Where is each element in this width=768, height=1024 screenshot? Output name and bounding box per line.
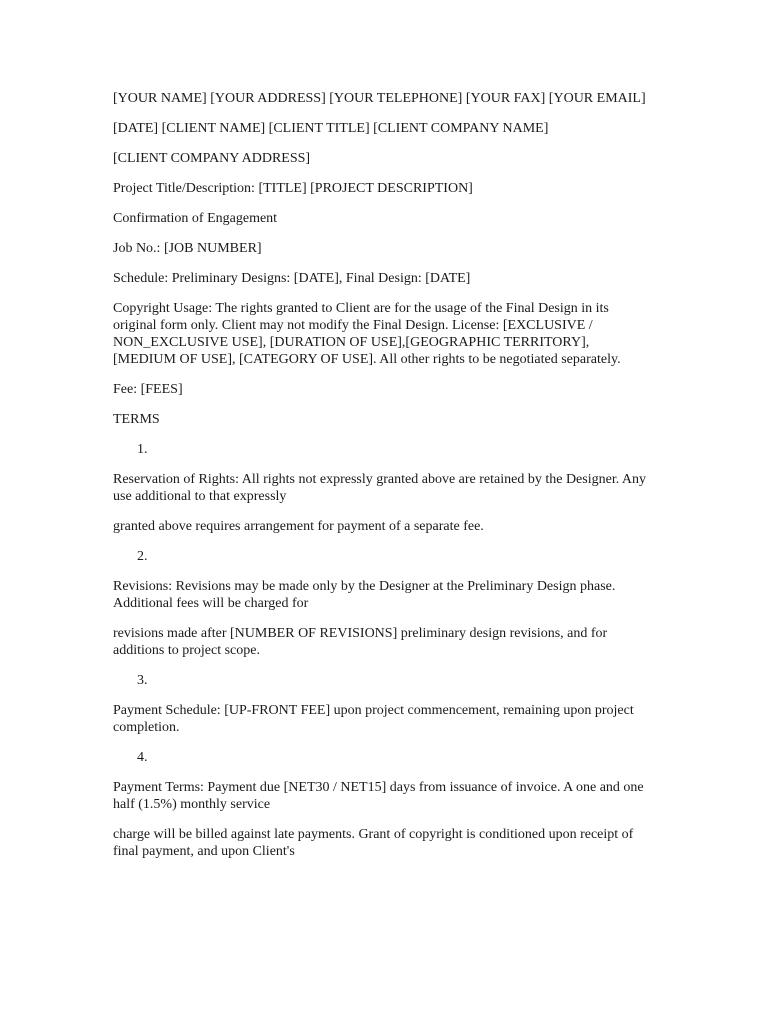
- term-number: 2.: [137, 549, 148, 564]
- term-number: 3.: [137, 673, 148, 688]
- term-text: Revisions: Revisions may be made only by the Designer at the Preliminary Design phase. Additional fees will be charged for: [113, 579, 616, 611]
- term-text: Payment Terms: Payment due [NET30 / NET15] days from issuance of invoice. A one and one half (1.5%) monthly service: [113, 780, 644, 812]
- term-text-continued: revisions made after [NUMBER OF REVISIONS] preliminary design revisions, and for additions to project scope.: [113, 626, 608, 658]
- terms-heading: TERMS: [113, 412, 160, 427]
- term-text-continued: charge will be billed against late payments. Grant of copyright is conditioned upon receipt of final payment, and upon Client's: [113, 827, 634, 859]
- fee: Fee: [FEES]: [113, 382, 183, 397]
- term-number: 4.: [137, 750, 148, 765]
- term-number: 1.: [137, 442, 148, 457]
- term-text: Reservation of Rights: All rights not expressly granted above are retained by the Designer. Any use additional to that expressly: [113, 472, 647, 504]
- schedule: Schedule: Preliminary Designs: [DATE], Final Design: [DATE]: [113, 271, 471, 286]
- client-info: [DATE] [CLIENT NAME] [CLIENT TITLE] [CLIENT COMPANY NAME]: [113, 121, 549, 136]
- term-text: Payment Schedule: [UP-FRONT FEE] upon project commencement, remaining upon project completion.: [113, 703, 634, 735]
- project-title: Project Title/Description: [TITLE] [PROJECT DESCRIPTION]: [113, 181, 473, 196]
- client-address: [CLIENT COMPANY ADDRESS]: [113, 151, 311, 166]
- term-text-continued: granted above requires arrangement for payment of a separate fee.: [113, 519, 484, 534]
- job-number: Job No.: [JOB NUMBER]: [113, 241, 262, 256]
- sender-info: [YOUR NAME] [YOUR ADDRESS] [YOUR TELEPHONE] [YOUR FAX] [YOUR EMAIL]: [113, 91, 646, 106]
- confirmation-heading: Confirmation of Engagement: [113, 211, 278, 226]
- document-body: [113, 90, 653, 873]
- copyright-usage: Copyright Usage: The rights granted to Client are for the usage of the Final Design in its original form only. Client may not modify the Final Design. License: [EXCLUSIVE / NON_EXCLUSIVE USE], [DURATION OF USE],[GEOGRAPHIC TERRITORY], [MEDIUM OF USE], [CATEGORY OF USE]. All other rights to be negotiated separately.: [113, 301, 621, 367]
